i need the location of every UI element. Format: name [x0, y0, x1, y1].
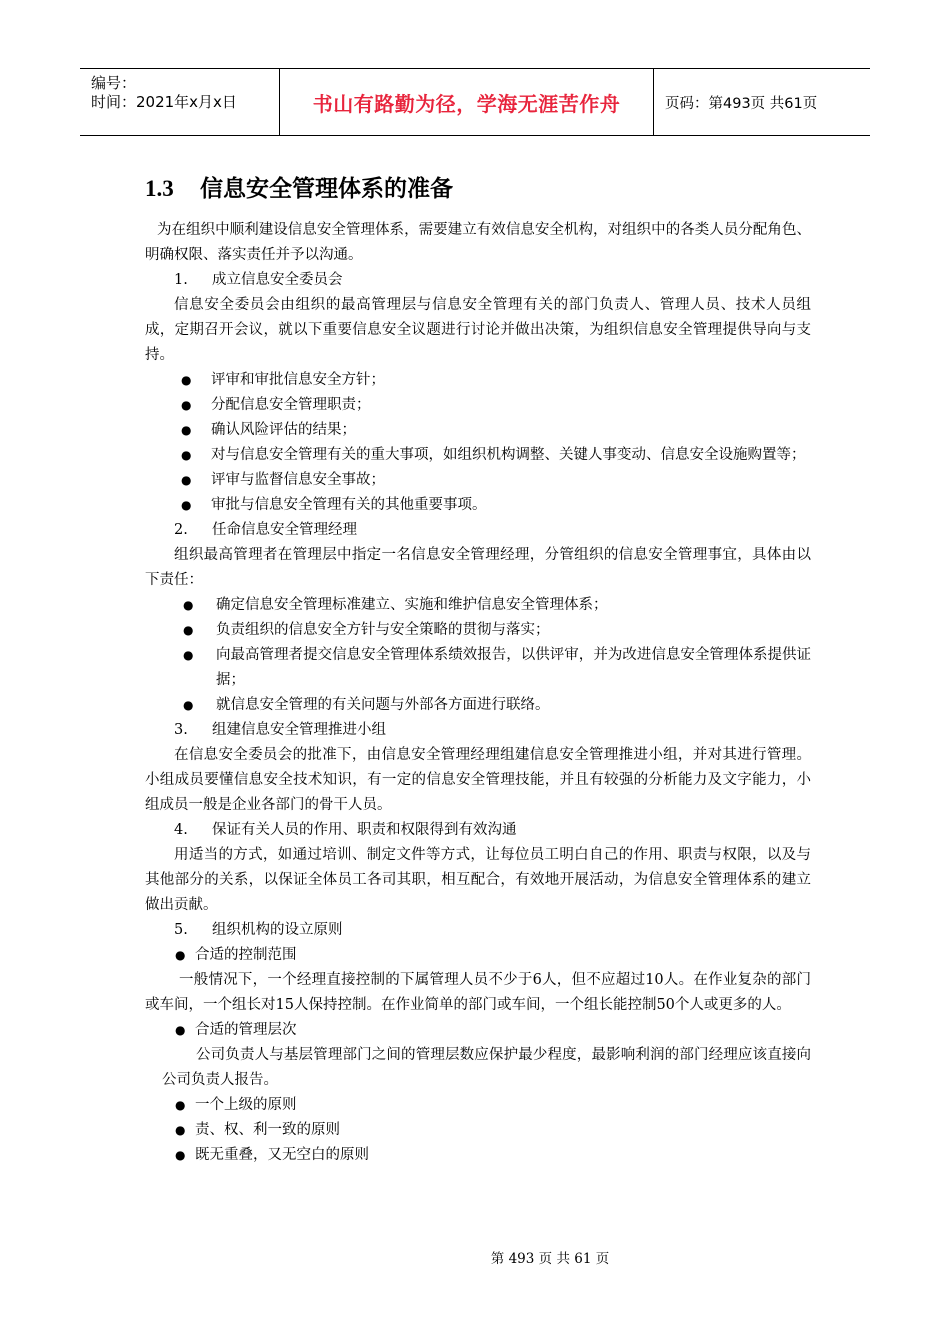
bullet-icon: ●: [175, 1023, 186, 1037]
bullet-icon: ●: [181, 473, 192, 487]
list-item-text: 向最高管理者提交信息安全管理体系绩效报告，以供评审，并为改进信息安全管理体系提供证据；: [216, 647, 811, 688]
list-item: [145, 643, 811, 693]
list-item-text: 确认风险评估的结果；: [211, 422, 356, 438]
bullet-icon: ●: [175, 1148, 186, 1162]
principle-item: [145, 1118, 811, 1143]
list-item: [145, 493, 811, 518]
subsection-4-title: 保证有关人员的作用、职责和权限得到有效沟通: [212, 822, 517, 838]
list-item: [145, 468, 811, 493]
principle-title: 责、权、利一致的原则: [195, 1122, 340, 1138]
footer-page-number: 第 493 页 共 61 页: [490, 1251, 610, 1267]
document-number-label: 编号：: [91, 74, 137, 92]
bullet-icon: ●: [175, 1123, 186, 1137]
principle-title: 合适的管理层次: [195, 1022, 297, 1038]
bullet-icon: ●: [183, 598, 194, 612]
section-title: [145, 170, 453, 203]
header-meta-cell: [80, 69, 280, 135]
subsection-5-number: 5.: [174, 922, 188, 938]
subsection-2-heading: [145, 518, 811, 543]
subsection-4-paragraph: 用适当的方式，如通过培训、制定文件等方式，让每位员工明白自己的作用、职责与权限，以及与其他部分的关系，以保证全体员工各司其职，相互配合，有效地开展活动，为信息安全管理体系的建立做出贡献。: [145, 847, 811, 913]
list-item-text: 负责组织的信息安全方针与安全策略的贯彻与落实；: [216, 622, 550, 638]
list-item-text: 对与信息安全管理有关的重大事项，如组织机构调整、关键人事变动、信息安全设施购置等；: [211, 447, 806, 463]
list-item: [145, 393, 811, 418]
subsection-1-number: 1.: [174, 272, 188, 288]
bullet-icon: ●: [181, 423, 192, 437]
list-item: [145, 368, 811, 393]
list-item-text: 评审和审批信息安全方针；: [211, 372, 385, 388]
document-header: [80, 68, 870, 136]
list-item: [145, 693, 811, 718]
header-motto: 书山有路勤为径，学海无涯苦作舟: [312, 91, 621, 116]
subsection-3-number: 3.: [174, 722, 188, 738]
document-date-label: 时间：2021年x月x日: [91, 93, 237, 111]
principle-title: 合适的控制范围: [195, 947, 297, 963]
principle-1-paragraph: 一般情况下，一个经理直接控制的下属管理人员不少于6人，但不应超过10人。在作业复杂的部门或车间，一个组长对15人保持控制。在作业简单的部门或车间，一个组长能控制50个人或更多的人。: [145, 972, 811, 1013]
subsection-3-heading: [145, 718, 811, 743]
principle-item: [145, 1093, 811, 1118]
bullet-icon: ●: [183, 623, 194, 637]
intro-paragraph: 为在组织中顺利建设信息安全管理体系，需要建立有效信息安全机构，对组织中的各类人员分配角色、明确权限、落实责任并予以沟通。: [145, 222, 811, 263]
bullet-icon: ●: [181, 373, 192, 387]
bullet-icon: ●: [181, 448, 192, 462]
subsection-3-paragraph: 在信息安全委员会的批准下，由信息安全管理经理组建信息安全管理推进小组，并对其进行管理。小组成员要懂信息安全技术知识，有一定的信息安全管理技能，并且有较强的分析能力及文字能力，小组成员一般是企业各部门的骨干人员。: [145, 747, 811, 813]
list-item-text: 评审与监督信息安全事故；: [211, 472, 385, 488]
subsection-1-paragraph: 信息安全委员会由组织的最高管理层与信息安全管理有关的部门负责人、管理人员、技术人员组成，定期召开会议，就以下重要信息安全议题进行讨论并做出决策，为组织信息安全管理提供导向与支持。: [145, 297, 811, 363]
list-item-text: 分配信息安全管理职责；: [211, 397, 371, 413]
document-body: [145, 218, 811, 1168]
principle-title: 既无重叠，又无空白的原则: [195, 1147, 369, 1163]
subsection-2-number: 2.: [174, 522, 188, 538]
subsection-2-title: 任命信息安全管理经理: [212, 522, 357, 538]
list-item: [145, 418, 811, 443]
subsection-3-title: 组建信息安全管理推进小组: [212, 722, 386, 738]
list-item-text: 审批与信息安全管理有关的其他重要事项。: [211, 497, 487, 513]
list-item: [145, 443, 811, 468]
subsection-4-number: 4.: [174, 822, 188, 838]
bullet-icon: ●: [175, 948, 186, 962]
list-item-text: 就信息安全管理的有关问题与外部各方面进行联络。: [216, 697, 550, 713]
principle-item: [145, 943, 811, 968]
principle-title: 一个上级的原则: [195, 1097, 297, 1113]
bullet-icon: ●: [181, 398, 192, 412]
subsection-2-paragraph: 组织最高管理者在管理层中指定一名信息安全管理经理，分管组织的信息安全管理事宜，具体由以下责任：: [145, 547, 811, 588]
bullet-icon: ●: [183, 648, 194, 662]
subsection-1-heading: [145, 268, 811, 293]
principle-2-paragraph: 公司负责人与基层管理部门之间的管理层数应保护最少程度，最影响利润的部门经理应该直接向公司负责人报告。: [162, 1047, 811, 1088]
subsection-4-heading: [145, 818, 811, 843]
subsection-1-title: 成立信息安全委员会: [212, 272, 343, 288]
list-item-text: 确定信息安全管理标准建立、实施和维护信息安全管理体系；: [216, 597, 608, 613]
subsection-5-heading: [145, 918, 811, 943]
section-title-text: 信息安全管理体系的准备: [200, 176, 453, 202]
subsection-5-title: 组织机构的设立原则: [212, 922, 343, 938]
section-number: 1.3: [145, 176, 174, 201]
header-page-label: 页码：第493页 共61页: [665, 95, 818, 112]
list-item: [145, 593, 811, 618]
bullet-icon: ●: [181, 498, 192, 512]
principle-item: [145, 1018, 811, 1043]
bullet-icon: ●: [183, 698, 194, 712]
principle-item: [145, 1143, 811, 1168]
bullet-icon: ●: [175, 1098, 186, 1112]
list-item: [145, 618, 811, 643]
header-motto-cell: [280, 69, 654, 135]
page-footer: [0, 1247, 950, 1267]
